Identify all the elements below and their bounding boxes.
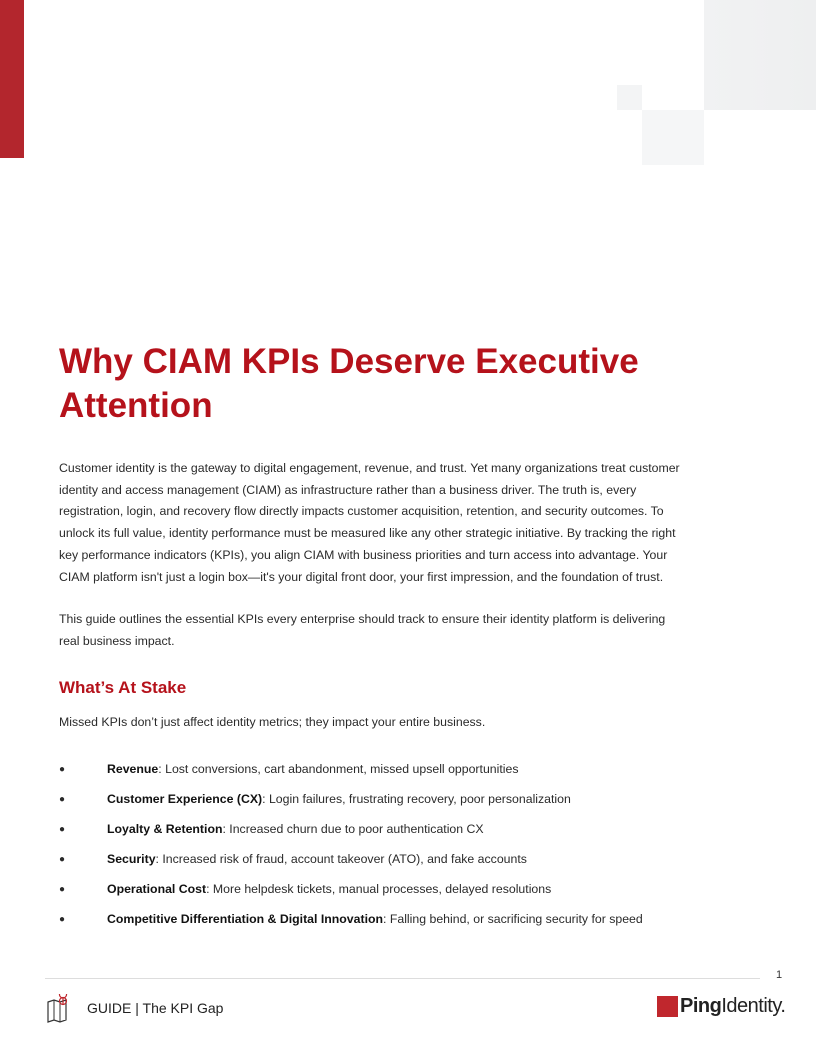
logo-square [657,996,678,1017]
bullet-icon: ● [59,853,66,865]
list-item [59,792,571,806]
list-item [59,762,519,776]
text-line: CIAM platform isn't just a login box—it's your digital front door, your first impression, and the foundation of trust. [59,569,664,584]
bullet-term: Operational Cost [107,882,207,896]
footer-guide-label [87,1000,223,1016]
text-line: registration, login, and recovery flow directly impacts customer acquisition, retention, and security outcomes. To [59,504,664,519]
section-heading: What’s At Stake [59,678,187,697]
bullet-text: : Lost conversions, cart abandonment, missed upsell opportunities [158,762,519,776]
ping-identity-logo [657,995,785,1018]
red-accent-bar [0,0,24,158]
bullet-text: : Increased risk of fraud, account takeover (ATO), and fake accounts [155,852,527,866]
list-item [59,882,551,896]
guide-title: The KPI Gap [142,1000,224,1016]
text-line: identity and access management (CIAM) as infrastructure rather than a business driver. The truth is, every [59,482,637,497]
footer-divider [45,978,760,979]
bullet-term: Customer Experience (CX) [107,792,263,806]
text-line: Customer identity is the gateway to digital engagement, revenue, and trust. Yet many organizations treat customer [59,461,680,475]
map-pin-icon [44,994,74,1024]
bullet-term: Revenue [107,762,159,776]
bullet-text: : Increased churn due to poor authentication CX [222,822,484,836]
bullet-term: Loyalty & Retention [107,822,223,836]
decorative-square [642,110,704,165]
list-item [59,822,484,836]
page-title: Why CIAM KPIs Deserve Executive Attention [59,342,639,425]
decorative-square [617,85,642,110]
bullet-term: Competitive Differentiation & Digital Innovation [107,912,384,926]
bullet-text: : Falling behind, or sacrificing security for speed [383,912,643,926]
page-number: 1 [776,969,783,981]
bullet-icon: ● [59,763,66,775]
bullet-text: : More helpdesk tickets, manual processes, delayed resolutions [206,882,552,896]
text-line: This guide outlines the essential KPIs every enterprise should track to ensure their identity platform is delivering [59,612,666,626]
bullet-icon: ● [59,823,66,835]
bullet-term: Security [107,852,156,866]
bullet-icon: ● [59,793,66,805]
bullet-icon: ● [59,913,66,925]
bullet-text: : Login failures, frustrating recovery, poor personalization [262,792,571,806]
decorative-square [704,0,816,110]
guide-paragraph [59,609,779,652]
logo-identity: Identity. [721,995,786,1017]
text-line: key performance indicators (KPIs), you align CIAM with business priorities and turn access into advantage. Your [59,547,668,562]
guide-label: GUIDE | [87,1000,143,1016]
list-item [59,852,527,866]
bullet-icon: ● [59,883,66,895]
intro-paragraph [59,458,779,588]
logo-ping: Ping [680,995,722,1017]
text-line: real business impact. [59,633,175,648]
section-intro: Missed KPIs don’t just affect identity metrics; they impact your entire business. [59,715,486,729]
text-line: unlock its full value, identity performance must be measured like any other strategic initiative. By tracking the right [59,526,676,541]
list-item [59,912,643,926]
